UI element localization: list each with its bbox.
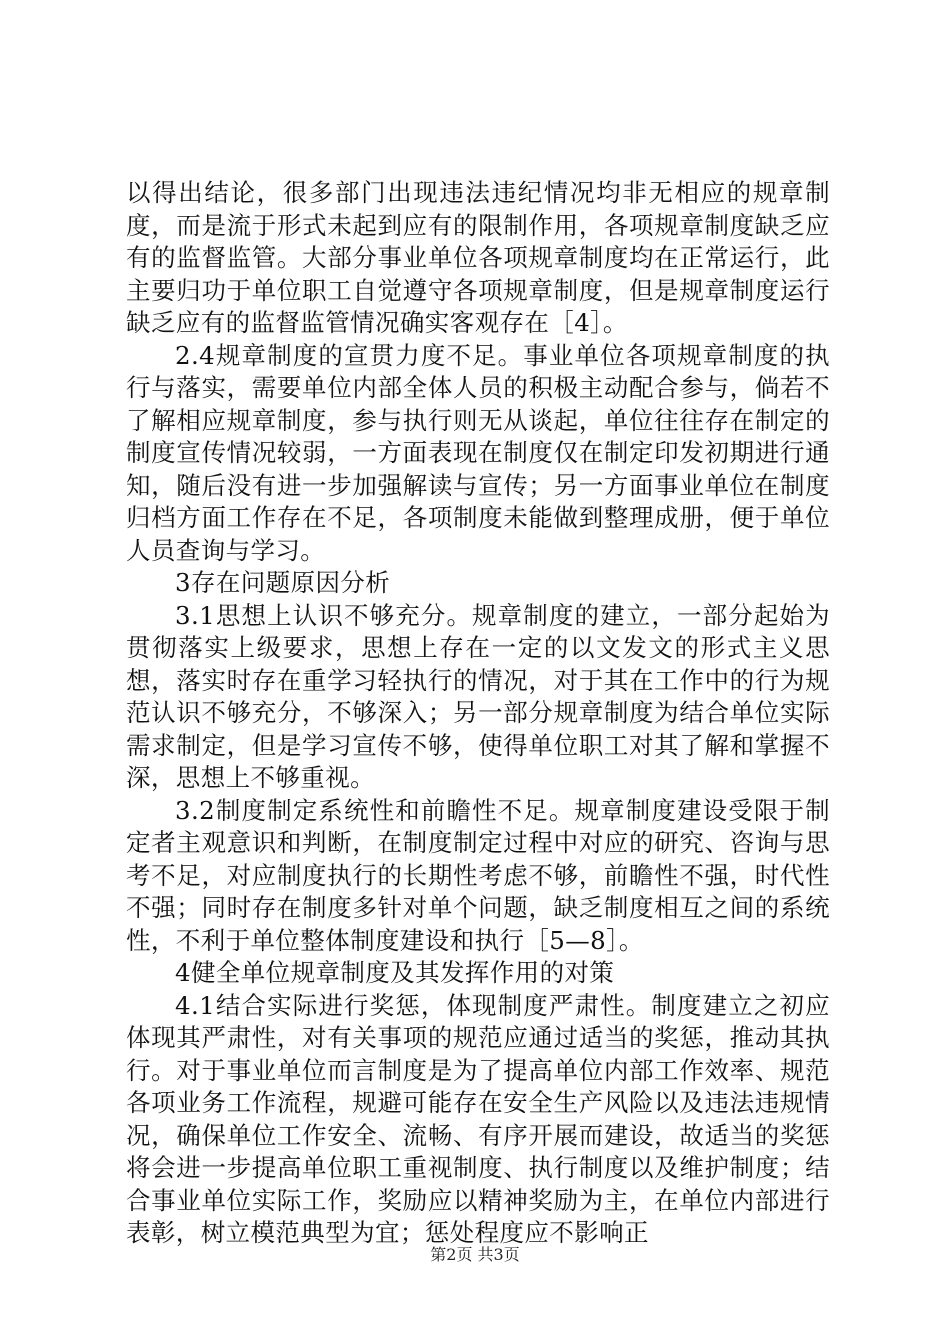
- paragraph-2-4: 2.4规章制度的宣贯力度不足。事业单位各项规章制度的执行与落实，需要单位内部全体人员的积极主动配合参与，倘若不了解相应规章制度，参与执行则无从谈起，单位往往存在制定的制度宣传情况较弱，一方面表现在制度仅在制定印发初期进行通知，随后没有进一步加强解读与宣传；另一方面事业单位在制度归档方面工作存在不足，各项制度未能做到整理成册，便于单位人员查询与学习。: [126, 340, 830, 565]
- document-body: [126, 177, 830, 1250]
- paragraph-continuation: 以得出结论，很多部门出现违法违纪情况均非无相应的规章制度，而是流于形式未起到应有的限制作用，各项规章制度缺乏应有的监督监管。大部分事业单位各项规章制度均在正常运行，此主要归功于单位职工自觉遵守各项规章制度，但是规章制度运行缺乏应有的监督监管情况确实客观存在［4］。: [126, 178, 830, 337]
- section-heading-4: 4健全单位规章制度及其发挥作用的对策: [175, 958, 615, 987]
- page-number: 第2页 共3页: [430, 1245, 520, 1264]
- page-footer: [0, 1245, 950, 1265]
- paragraph-3-2: 3.2制度制定系统性和前瞻性不足。规章制度建设受限于制定者主观意识和判断，在制度制定过程中对应的研究、咨询与思考不足，对应制度执行的长期性考虑不够，前瞻性不强，时代性不强；同时存在制度多针对单个问题，缺乏制度相互之间的系统性，不利于单位整体制度建设和执行［5—8］。: [126, 795, 830, 955]
- paragraph-4-1: 4.1结合实际进行奖惩，体现制度严肃性。制度建立之初应体现其严肃性，对有关事项的规范应通过适当的奖惩，推动其执行。对于事业单位而言制度是为了提高单位内部工作效率、规范各项业务工作流程，规避可能存在安全生产风险以及违法违规情况，确保单位工作安全、流畅、有序开展而建设，故适当的奖惩将会进一步提高单位职工重视制度、执行制度以及维护制度；结合事业单位实际工作，奖励应以精神奖励为主，在单位内部进行表彰，树立模范典型为宜；惩处程度应不影响正: [126, 990, 830, 1247]
- paragraph-3-1: 3.1思想上认识不够充分。规章制度的建立，一部分起始为贯彻落实上级要求，思想上存在一定的以文发文的形式主义思想，落实时存在重学习轻执行的情况，对于其在工作中的行为规范认识不够充分，不够深入；另一部分规章制度为结合单位实际需求制定，但是学习宣传不够，使得单位职工对其了解和掌握不深，思想上不够重视。: [126, 600, 830, 792]
- section-heading-3: 3存在问题原因分析: [175, 568, 391, 597]
